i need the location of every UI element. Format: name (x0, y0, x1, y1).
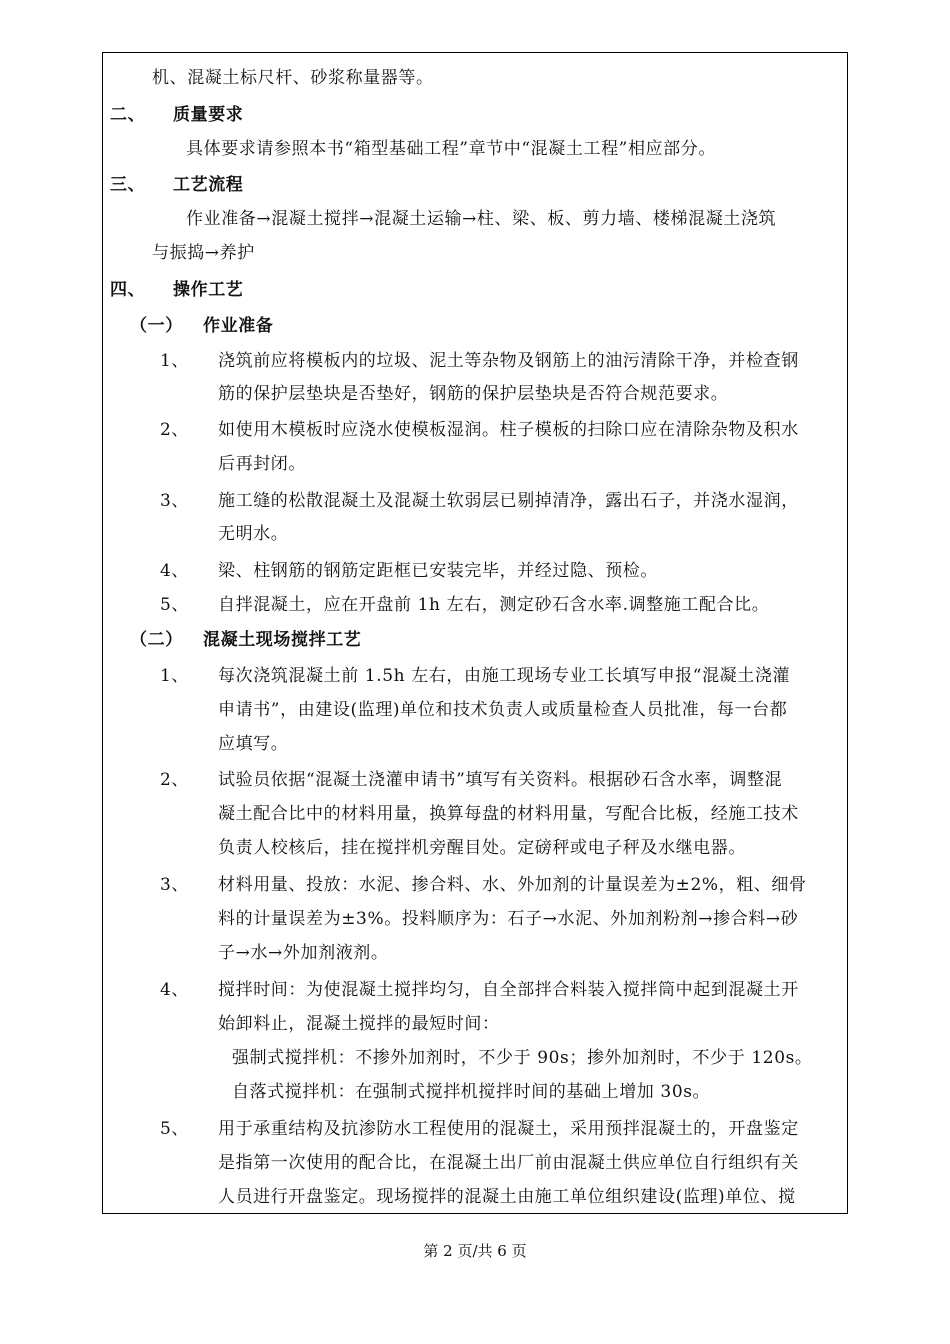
text-line: 自落式搅拌机：在强制式搅拌机搅拌时间的基础上增加 30s。 (232, 1082, 711, 1102)
item-number: 4、 (160, 980, 190, 1000)
item-number: 4、 (160, 561, 190, 581)
text-line: 始卸料止，混凝土搅拌的最短时间： (218, 1014, 500, 1034)
text-line: 后再封闭。 (218, 454, 306, 474)
text-line: 料的计量误差为±3%。投料顺序为：石子→水泥、外加剂粉剂→掺合料→砂 (218, 909, 799, 929)
text-line: 用于承重结构及抗渗防水工程使用的混凝土，采用预拌混凝土的，开盘鉴定 (218, 1119, 799, 1139)
item-number: 5、 (160, 1119, 190, 1139)
text-line: 材料用量、投放：水泥、掺合料、水、外加剂的计量误差为±2%，粗、细骨 (218, 875, 807, 895)
text-line: 每次浇筑混凝土前 1.5h 左右，由施工现场专业工长填写申报“混凝土浇灌 (218, 666, 791, 686)
item-number: 2、 (160, 770, 190, 790)
text-line: 子→水→外加剂液剂。 (218, 943, 389, 963)
text-line: 自拌混凝土，应在开盘前 1h 左右，测定砂石含水率.调整施工配合比。 (218, 595, 770, 615)
text-line: 施工缝的松散混凝土及混凝土软弱层已剔掉清净，露出石子，并浇水湿润， (218, 491, 799, 511)
section-heading: 质量要求 (173, 105, 244, 125)
text-line: 机、混凝土标尺杆、砂浆称量器等。 (152, 68, 434, 88)
text-line: 梁、柱钢筋的钢筋定距框已安装完毕，并经过隐、预检。 (218, 561, 658, 581)
text-line: 负责人校核后，挂在搅拌机旁醒目处。定磅秤或电子秤及水继电器。 (218, 838, 746, 858)
section-number: 三、 (110, 175, 146, 195)
item-number: 3、 (160, 491, 190, 511)
text-line: 浇筑前应将模板内的垃圾、泥土等杂物及钢筋上的油污清除干净，并检查钢 (218, 351, 799, 371)
text-line: 如使用木模板时应浇水使模板湿润。柱子模板的扫除口应在清除杂物及积水 (218, 420, 799, 440)
item-number: 2、 (160, 420, 190, 440)
text-line: 与振捣→养护 (152, 243, 255, 263)
section-number: 二、 (110, 105, 146, 125)
section-heading: 工艺流程 (173, 175, 244, 195)
item-number: 1、 (160, 351, 190, 371)
subsection-number: （二） (130, 630, 183, 650)
subsection-number: （一） (130, 316, 183, 336)
subsection-heading: 作业准备 (203, 316, 274, 336)
text-line: 无明水。 (218, 524, 289, 544)
section-number: 四、 (110, 280, 146, 300)
text-line: 具体要求请参照本书“箱型基础工程”章节中“混凝土工程”相应部分。 (186, 139, 716, 159)
text-line: 试验员依据“混凝土浇灌申请书”填写有关资料。根据砂石含水率，调整混 (218, 770, 783, 790)
text-line: 人员进行开盘鉴定。现场搅拌的混凝土由施工单位组织建设(监理)单位、搅 (218, 1187, 796, 1207)
page-footer: 第 2 页/共 6 页 (423, 1242, 527, 1260)
item-number: 3、 (160, 875, 190, 895)
text-line: 搅拌时间：为使混凝土搅拌均匀，自全部拌合料装入搅拌筒中起到混凝土开 (218, 980, 799, 1000)
text-line: 应填写。 (218, 734, 289, 754)
text-line: 强制式搅拌机：不掺外加剂时，不少于 90s；掺外加剂时，不少于 120s。 (232, 1048, 813, 1068)
item-number: 1、 (160, 666, 190, 686)
text-line: 是指第一次使用的配合比，在混凝土出厂前由混凝土供应单位自行组织有关 (218, 1153, 799, 1173)
subsection-heading: 混凝土现场搅拌工艺 (203, 630, 362, 650)
text-line: 筋的保护层垫块是否垫好，钢筋的保护层垫块是否符合规范要求。 (218, 384, 729, 404)
text-line: 申请书”，由建设(监理)单位和技术负责人或质量检查人员批准，每一台都 (218, 700, 788, 720)
text-line: 作业准备→混凝土搅拌→混凝土运输→柱、梁、板、剪力墙、楼梯混凝土浇筑 (186, 209, 777, 229)
item-number: 5、 (160, 595, 190, 615)
section-heading: 操作工艺 (173, 280, 244, 300)
text-line: 凝土配合比中的材料用量，换算每盘的材料用量，写配合比板，经施工技术 (218, 804, 799, 824)
